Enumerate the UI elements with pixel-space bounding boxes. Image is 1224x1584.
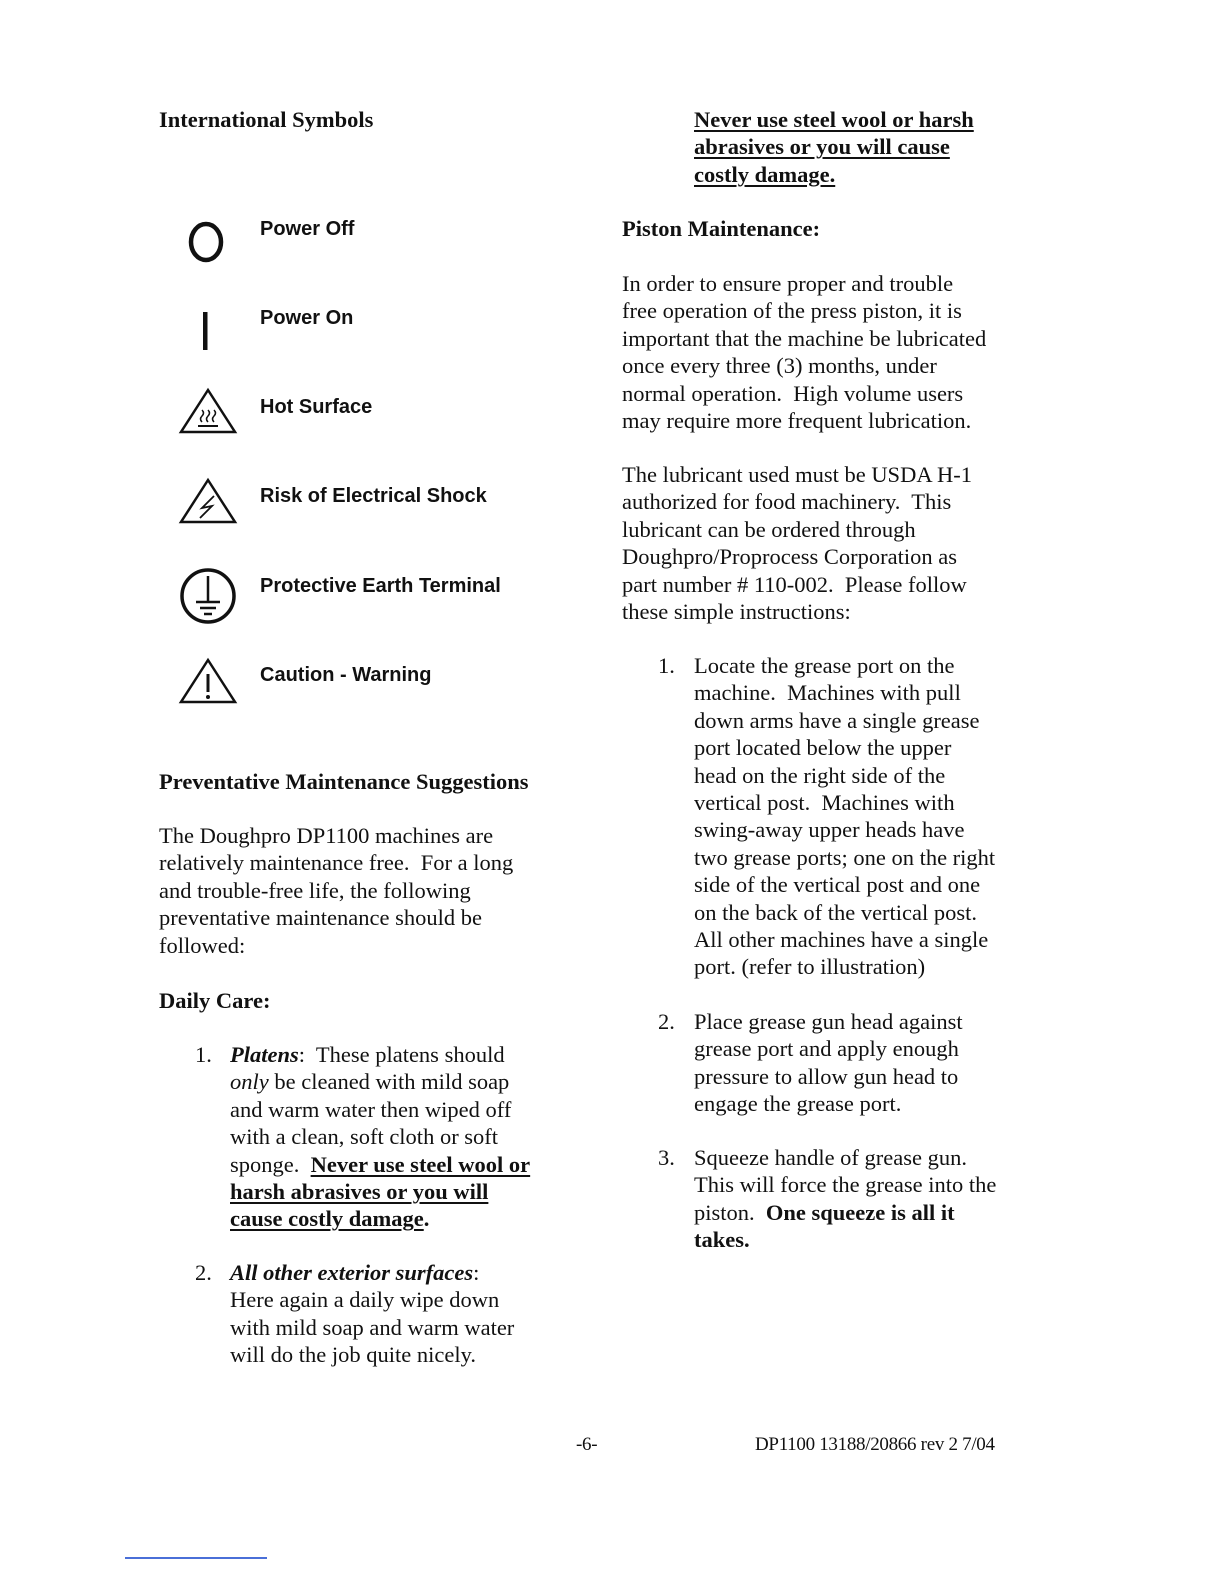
- text-line: [694, 1226, 996, 1253]
- text-segment: cause costly damage: [230, 1206, 424, 1232]
- text-segment: preventative maintenance should be: [159, 905, 482, 931]
- text-line: [694, 1199, 996, 1226]
- text-segment: two grease ports; one on the right: [694, 844, 996, 870]
- text-segment: side of the vertical post and one: [694, 872, 981, 898]
- text-segment: One squeeze is all it: [765, 1199, 955, 1225]
- text-segment: grease port and apply enough: [694, 1036, 959, 1062]
- power-on-icon: [178, 302, 238, 362]
- text-line: [694, 871, 995, 898]
- text-line: [694, 1008, 963, 1035]
- text-segment: All other machines have a single: [694, 927, 989, 953]
- text-line: [230, 1178, 530, 1205]
- text-line: [230, 1096, 530, 1123]
- document-id: DP1100 13188/20866 rev 2 7/04: [755, 1434, 995, 1455]
- text-line: [159, 822, 513, 849]
- text-line: [694, 1063, 963, 1090]
- text-segment: once every three (3) months, under: [622, 353, 937, 379]
- text-line: [622, 543, 972, 570]
- text-line: [694, 926, 995, 953]
- text-segment: machine. Machines with pull: [694, 680, 961, 706]
- text-segment: engage the grease port.: [694, 1091, 902, 1117]
- list-number: 2.: [195, 1260, 212, 1285]
- text-line: [230, 1041, 530, 1068]
- text-segment: Place grease gun head against: [694, 1009, 963, 1034]
- protective-earth-icon: [178, 566, 238, 626]
- symbol-label-power-off: Power Off: [260, 218, 355, 240]
- text-line: [230, 1123, 530, 1150]
- text-segment: Platens: [230, 1042, 299, 1067]
- text-line: [622, 407, 986, 434]
- text-line: [694, 707, 995, 734]
- text-line: [622, 352, 986, 379]
- text-line: [694, 1144, 996, 1171]
- text-line: [230, 1286, 514, 1313]
- text-line: [230, 1068, 530, 1095]
- text-segment: Never use steel wool or: [310, 1151, 531, 1177]
- text-segment: will do the job quite nicely.: [230, 1342, 476, 1368]
- text-line: [622, 380, 986, 407]
- text-segment: abrasives or you will cause: [694, 134, 950, 160]
- daily-care-item-exterior: [230, 1259, 514, 1369]
- text-segment: :: [473, 1260, 480, 1285]
- text-line: [694, 899, 995, 926]
- hot-surface-icon: [178, 382, 238, 442]
- text-line: [694, 1171, 996, 1198]
- text-segment: lubricant can be ordered through: [622, 516, 916, 542]
- piston-heading: Piston Maintenance:: [622, 216, 821, 241]
- text-segment: head on the right side of the: [694, 762, 946, 788]
- text-segment: authorized for food machinery. This: [622, 489, 952, 515]
- text-line: [622, 325, 986, 352]
- text-segment: free operation of the press piston, it is: [622, 298, 962, 324]
- text-segment: on the back of the vertical post.: [694, 899, 978, 925]
- text-line: [622, 571, 972, 598]
- list-number: 3.: [658, 1145, 675, 1170]
- text-segment: may require more frequent lubrication.: [622, 408, 972, 434]
- text-line: [694, 652, 995, 679]
- text-line: [622, 461, 972, 488]
- text-line: [159, 877, 513, 904]
- text-segment: vertical post. Machines with: [694, 790, 955, 816]
- text-line: [230, 1151, 530, 1178]
- text-segment: piston.: [694, 1199, 766, 1225]
- text-segment: In order to ensure proper and trouble: [622, 271, 954, 296]
- symbol-label-protective-earth: Protective Earth Terminal: [260, 575, 501, 597]
- text-segment: these simple instructions:: [622, 599, 851, 625]
- text-segment: only: [230, 1069, 269, 1095]
- text-line: [694, 789, 995, 816]
- symbol-label-hot-surface: Hot Surface: [260, 396, 373, 418]
- text-segment: with a clean, soft cloth or soft: [230, 1124, 499, 1150]
- list-number: 1.: [658, 653, 675, 678]
- symbol-label-electrical-shock: Risk of Electrical Shock: [260, 485, 487, 507]
- pm-heading: Preventative Maintenance Suggestions: [159, 769, 529, 794]
- text-segment: Here again a daily wipe down: [230, 1287, 500, 1313]
- text-segment: costly damage.: [694, 161, 836, 187]
- blue-rule: [125, 1557, 267, 1559]
- text-line: [230, 1341, 514, 1368]
- text-segment: pressure to allow gun head to: [694, 1063, 959, 1089]
- text-line: [694, 953, 995, 980]
- text-line: [622, 516, 972, 543]
- text-segment: sponge.: [230, 1151, 311, 1177]
- symbol-label-power-on: Power On: [260, 307, 354, 329]
- text-line: [694, 816, 995, 843]
- text-line: [622, 270, 986, 297]
- text-line: [694, 734, 995, 761]
- text-segment: The lubricant used must be USDA H-1: [622, 462, 972, 487]
- text-segment: down arms have a single grease: [694, 707, 980, 733]
- caution-warning-icon: [178, 652, 238, 712]
- text-segment: : These platens should: [298, 1042, 505, 1067]
- text-line: [230, 1205, 530, 1232]
- symbol-label-caution-warning: Caution - Warning: [260, 664, 432, 686]
- text-line: [694, 161, 974, 188]
- text-segment: followed:: [159, 932, 246, 958]
- text-line: [159, 904, 513, 931]
- page-number: -6-: [576, 1434, 598, 1455]
- text-segment: Never use steel wool or harsh: [694, 107, 974, 132]
- text-line: [622, 297, 986, 324]
- text-segment: All other exterior surfaces: [230, 1260, 474, 1285]
- text-line: [622, 488, 972, 515]
- piston-step-1: [694, 652, 995, 981]
- text-segment: and trouble-free life, the following: [159, 877, 471, 903]
- text-segment: Locate the grease port on the: [694, 653, 955, 678]
- text-segment: port. (refer to illustration): [694, 954, 926, 980]
- text-segment: .: [423, 1206, 430, 1232]
- text-segment: be cleaned with mild soap: [268, 1069, 510, 1095]
- text-segment: and warm water then wiped off: [230, 1096, 512, 1122]
- text-line: [159, 849, 513, 876]
- text-segment: The Doughpro DP1100 machines are: [159, 823, 494, 848]
- daily-care-item-platens: [230, 1041, 530, 1233]
- piston-paragraph-1: [622, 270, 986, 434]
- power-off-icon: [178, 212, 238, 272]
- text-line: [159, 932, 513, 959]
- text-segment: part number # 110-002. Please follow: [622, 571, 967, 597]
- text-segment: relatively maintenance free. For a long: [159, 850, 514, 876]
- text-line: [694, 106, 974, 133]
- daily-care-heading: Daily Care:: [159, 988, 271, 1013]
- text-line: [694, 762, 995, 789]
- text-line: [694, 679, 995, 706]
- text-line: [622, 598, 972, 625]
- text-segment: takes.: [694, 1227, 750, 1253]
- text-segment: Doughpro/Proprocess Corporation as: [622, 544, 957, 570]
- list-number: 2.: [658, 1009, 675, 1034]
- text-line: [694, 1090, 963, 1117]
- text-line: [694, 133, 974, 160]
- text-line: [230, 1314, 514, 1341]
- piston-step-3: [694, 1144, 996, 1254]
- text-segment: normal operation. High volume users: [622, 380, 964, 406]
- pm-paragraph: [159, 822, 513, 959]
- text-segment: Squeeze handle of grease gun.: [694, 1145, 968, 1170]
- list-number: 1.: [195, 1042, 212, 1067]
- text-segment: swing-away upper heads have: [694, 817, 965, 843]
- text-segment: harsh abrasives or you will: [230, 1179, 489, 1205]
- text-segment: important that the machine be lubricated: [622, 325, 987, 351]
- text-segment: with mild soap and warm water: [230, 1314, 515, 1340]
- steel-wool-warning: [694, 106, 974, 188]
- text-segment: This will force the grease into the: [694, 1172, 997, 1198]
- piston-step-2: [694, 1008, 963, 1118]
- piston-paragraph-2: [622, 461, 972, 625]
- symbols-heading: International Symbols: [159, 107, 374, 132]
- text-line: [694, 844, 995, 871]
- text-segment: port located below the upper: [694, 735, 952, 761]
- text-line: [694, 1035, 963, 1062]
- text-line: [230, 1259, 514, 1286]
- electrical-shock-icon: [178, 472, 238, 532]
